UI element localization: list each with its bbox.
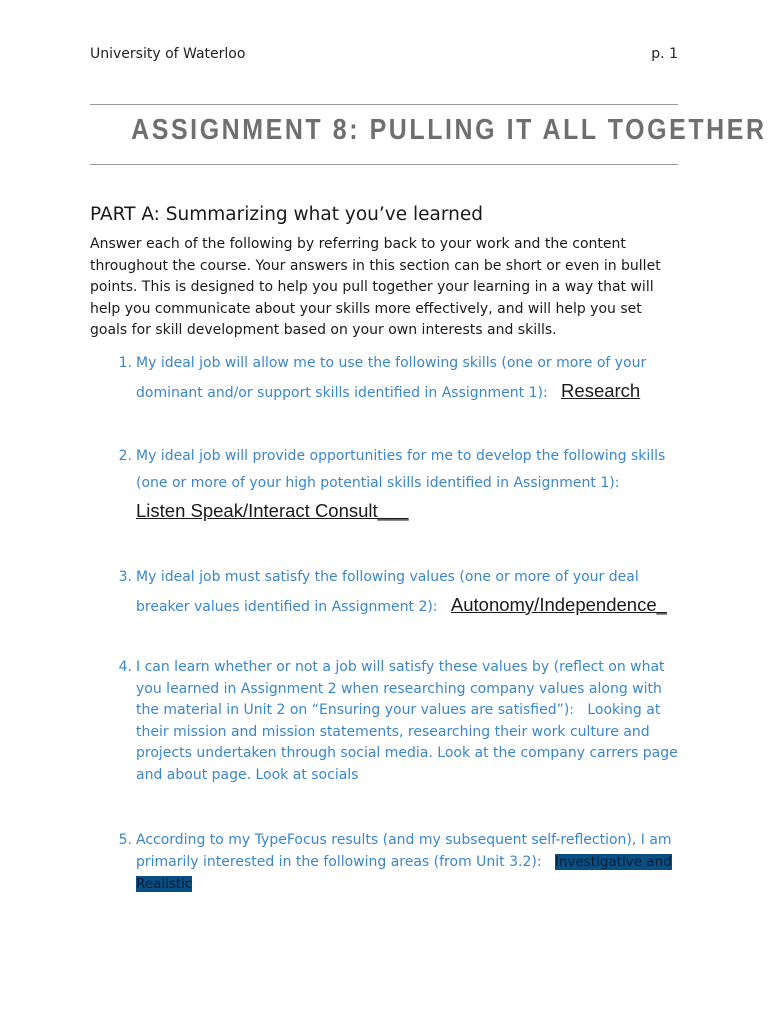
- title-bottom-rule: [90, 164, 678, 165]
- question-prompt: My ideal job must satisfy the following values (one or more of your deal breaker values identified in Assignment 2):: [136, 569, 639, 615]
- question-answer[interactable]: Research: [561, 380, 641, 401]
- question-prompt: According to my TypeFocus results (and my subsequent self-reflection), I am primarily interested in the following areas (from Unit 3.2):: [136, 832, 672, 870]
- question-number: 2.: [118, 448, 132, 464]
- question-item: [110, 350, 680, 407]
- question-number: 3.: [118, 569, 132, 585]
- question-prompt: My ideal job will provide opportunities for me to develop the following skills (one or more of your high potential skills identified in Assignment 1):: [136, 448, 666, 491]
- header-institution: University of Waterloo: [90, 46, 246, 62]
- assignment-title: ASSIGNMENT 8: PULLING IT ALL TOGETHER: [131, 114, 767, 146]
- question-number: 5.: [118, 832, 132, 848]
- question-answer[interactable]: Listen Speak/Interact Consult___: [136, 500, 409, 521]
- question-prompt: My ideal job will allow me to use the following skills (one or more of your dominant and/or support skills identified in Assignment 1):: [136, 355, 647, 401]
- highlighted-answer[interactable]: Investigative and Realistic: [136, 854, 672, 892]
- part-a-intro: Answer each of the following by referring back to your work and the content throughout the course. Your answers in this section can be short or even in bullet points. This is designed to help you pull together your learning in a way that will help you communicate about your skills more effectively, and will help you set goals for skill development based on your own interests and skills.: [90, 236, 661, 338]
- question-answer[interactable]: Autonomy/Independence_: [450, 594, 667, 615]
- title-top-rule: [90, 104, 678, 105]
- question-item: [110, 657, 680, 786]
- question-number: 1.: [118, 355, 132, 371]
- header-page-number: p. 1: [651, 46, 678, 62]
- question-item: [110, 564, 680, 621]
- part-a-heading: PART A: Summarizing what you’ve learned: [90, 204, 483, 225]
- question-prompt: I can learn whether or not a job will satisfy these values by (reflect on what you learned in Assignment 2 when researching company values along with the material in Unit 2 on “Ensuring your values are satisfied”):: [136, 659, 665, 718]
- question-answer[interactable]: Looking at their mission and mission statements, researching their work culture and projects undertaken through social media. Look at the company carrers page and about page. Look at socials: [136, 702, 678, 783]
- question-item: [110, 443, 680, 527]
- question-item: [110, 829, 680, 895]
- question-number: 4.: [118, 659, 132, 675]
